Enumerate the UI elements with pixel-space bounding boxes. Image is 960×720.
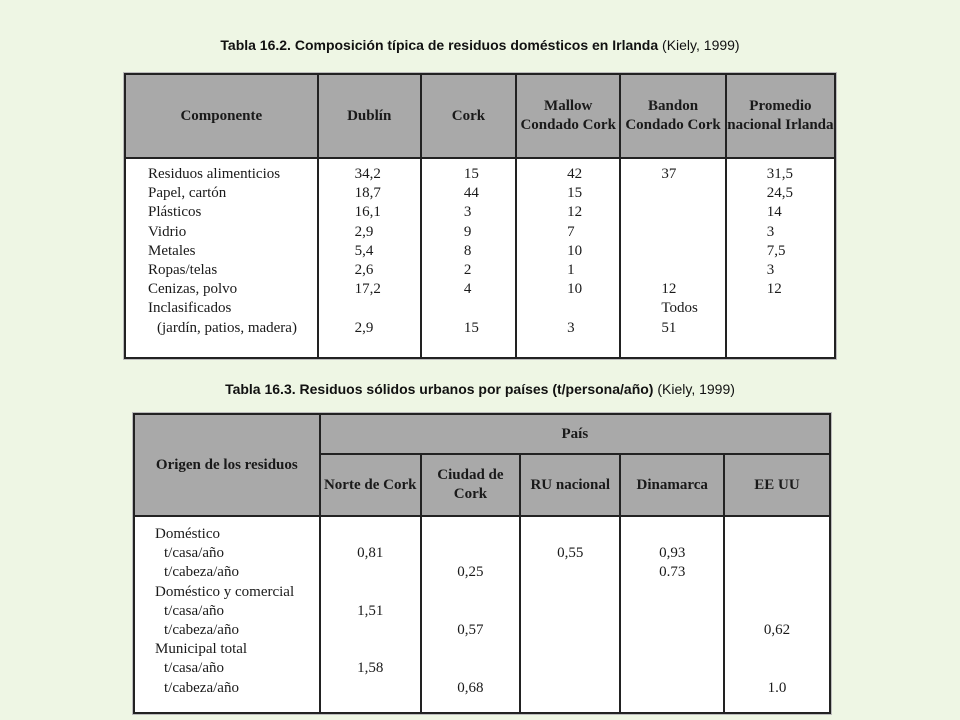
table1-component: Papel, cartón bbox=[148, 185, 227, 202]
table2-value: 0.73 bbox=[659, 564, 686, 581]
table1-value: 37 bbox=[661, 166, 677, 182]
table1-value: 31,5 bbox=[766, 166, 794, 182]
table2-header: Dinamarca bbox=[620, 454, 724, 516]
table1-value: 4 bbox=[463, 281, 472, 298]
table1-value: 15 bbox=[567, 185, 583, 202]
table2-value bbox=[521, 563, 619, 582]
table2-value bbox=[321, 583, 420, 602]
table2-value bbox=[621, 583, 723, 602]
table2-value bbox=[725, 525, 829, 544]
table2-value bbox=[725, 602, 829, 621]
table2-origin: t/cabeza/año bbox=[164, 679, 239, 696]
table2-value bbox=[422, 525, 519, 544]
table1-value: 2,6 bbox=[354, 262, 374, 279]
table1-component: Ropas/telas bbox=[148, 262, 218, 279]
table1-value: 10 bbox=[567, 281, 583, 298]
table2-value bbox=[422, 659, 519, 678]
table1-value: 1 bbox=[567, 262, 575, 279]
table2-value: 0,55 bbox=[557, 545, 584, 562]
table1-caption bbox=[0, 37, 960, 53]
table1-caption-title: Tabla 16.2. Composición típica de residuos domésticos en Irlanda bbox=[220, 37, 659, 53]
table1-value: Todos bbox=[661, 300, 698, 317]
table2-origin: t/cabeza/año bbox=[164, 564, 239, 581]
table1-value: 15 bbox=[463, 166, 479, 182]
table1-col-cork bbox=[421, 158, 516, 358]
table2-value: 1,51 bbox=[357, 602, 384, 619]
table1-value: 5,4 bbox=[354, 242, 374, 259]
table2-origin: Municipal total bbox=[155, 641, 248, 658]
table1-value bbox=[661, 223, 724, 242]
table1-header: Promedio nacional Irlanda bbox=[726, 74, 835, 158]
table1-component-cell bbox=[125, 158, 318, 358]
table2-group-row bbox=[134, 414, 830, 454]
table1-value: 51 bbox=[661, 319, 677, 336]
table1-header: Cork bbox=[421, 74, 516, 158]
table2-image bbox=[132, 412, 832, 715]
table1-value: 8 bbox=[463, 242, 472, 259]
table1-value: 2,9 bbox=[354, 223, 374, 240]
table1 bbox=[124, 73, 836, 359]
table1-value: 16,1 bbox=[354, 204, 381, 221]
table1-value: 3 bbox=[567, 319, 575, 336]
table1-value bbox=[767, 319, 834, 338]
table2-value bbox=[621, 621, 723, 640]
table2-value bbox=[321, 525, 420, 544]
table1-value: 15 bbox=[463, 319, 479, 336]
table1-value: 2,9 bbox=[354, 319, 374, 336]
table1-header: Bandon Condado Cork bbox=[620, 74, 725, 158]
table2-value bbox=[521, 525, 619, 544]
table1-header-row bbox=[125, 74, 835, 158]
table1-value bbox=[464, 299, 515, 318]
table1-value bbox=[355, 299, 420, 318]
table1-value: 34,2 bbox=[354, 166, 381, 182]
table1-component: Residuos alimenticios bbox=[148, 166, 281, 182]
table2-origin: t/casa/año bbox=[164, 545, 224, 562]
table2-value: 0,25 bbox=[457, 564, 484, 581]
table2-value bbox=[621, 602, 723, 621]
table2-value bbox=[422, 544, 519, 563]
table1-value bbox=[661, 261, 724, 280]
table2-value: 0,68 bbox=[457, 679, 484, 696]
table2-group-header: País bbox=[320, 414, 830, 454]
table2-col-ciudad-de-cork bbox=[421, 516, 520, 713]
table1-value: 2 bbox=[463, 262, 472, 279]
table2-value bbox=[725, 659, 829, 678]
table1-value: 24,5 bbox=[766, 185, 794, 202]
table2-value bbox=[321, 679, 420, 698]
table1-value: 14 bbox=[766, 204, 782, 221]
table2-value bbox=[521, 679, 619, 698]
table1-value: 3 bbox=[766, 223, 775, 240]
table2-value: 0,81 bbox=[357, 545, 384, 562]
table2-header: EE UU bbox=[724, 454, 830, 516]
table2-value bbox=[321, 640, 420, 659]
table2-value bbox=[521, 640, 619, 659]
table1-value: 7 bbox=[567, 223, 575, 240]
table1-component: Cenizas, polvo bbox=[148, 281, 238, 298]
table2-col-norte-de-cork bbox=[320, 516, 421, 713]
table1-component: Inclasificados bbox=[148, 300, 232, 317]
table2-origin-header: Origen de los residuos bbox=[134, 414, 320, 516]
table1-value: 44 bbox=[463, 185, 479, 202]
table2-col-ee-uu bbox=[724, 516, 830, 713]
table2-value bbox=[725, 563, 829, 582]
table2-value bbox=[521, 659, 619, 678]
table2-caption bbox=[0, 381, 960, 397]
table1-value bbox=[567, 299, 619, 318]
table1-value: 3 bbox=[463, 204, 472, 221]
table2-origin: Doméstico bbox=[155, 526, 220, 542]
table2-header: Ciudad de Cork bbox=[421, 454, 520, 516]
table2-col-dinamarca bbox=[620, 516, 724, 713]
table1-value: 12 bbox=[567, 204, 583, 221]
table2-origin-cell bbox=[134, 516, 320, 713]
table2-value bbox=[321, 621, 420, 640]
table1-col-promedio bbox=[726, 158, 835, 358]
table2-value: 1,58 bbox=[357, 660, 384, 677]
table2-body-row bbox=[134, 516, 830, 713]
table2-value bbox=[422, 583, 519, 602]
table1-component: (jardín, patios, madera) bbox=[157, 319, 297, 336]
table2-caption-source: (Kiely, 1999) bbox=[653, 381, 735, 397]
table2-origin: t/casa/año bbox=[164, 660, 224, 677]
table1-value: 18,7 bbox=[354, 185, 381, 202]
table1-value: 12 bbox=[766, 281, 782, 298]
table1-value: 12 bbox=[661, 281, 677, 298]
table1-value bbox=[661, 203, 724, 222]
table1-component: Vidrio bbox=[148, 223, 187, 240]
table1-col-dublin bbox=[318, 158, 421, 358]
table2-caption-title: Tabla 16.3. Residuos sólidos urbanos por países (t/persona/año) bbox=[225, 381, 654, 397]
table1-value: 9 bbox=[463, 223, 472, 240]
table2-origin: Doméstico y comercial bbox=[155, 583, 295, 600]
table2-value bbox=[521, 621, 619, 640]
table2-value bbox=[725, 583, 829, 602]
table1-header: Componente bbox=[125, 74, 318, 158]
table1-body-row bbox=[125, 158, 835, 358]
table1-value: 17,2 bbox=[354, 281, 381, 298]
table1-value: 7,5 bbox=[766, 242, 786, 259]
table2-value: 0,57 bbox=[457, 622, 484, 639]
table2-value bbox=[321, 563, 420, 582]
table1-value: 42 bbox=[567, 166, 583, 182]
table1-caption-source: (Kiely, 1999) bbox=[658, 37, 740, 53]
table1-header: Dublín bbox=[318, 74, 421, 158]
table2-value bbox=[621, 679, 723, 698]
table2-value bbox=[521, 583, 619, 602]
table2-value bbox=[521, 602, 619, 621]
table1-header: Mallow Condado Cork bbox=[516, 74, 620, 158]
table2-col-ru-nacional bbox=[520, 516, 620, 713]
table1-component: Metales bbox=[148, 242, 196, 259]
table1-value bbox=[661, 184, 724, 203]
table2-value: 1.0 bbox=[767, 679, 787, 696]
table1-value bbox=[767, 299, 834, 318]
table2-origin: t/casa/año bbox=[164, 602, 224, 619]
table1-col-mallow bbox=[516, 158, 620, 358]
table2-header: Norte de Cork bbox=[320, 454, 421, 516]
table2-value bbox=[621, 659, 723, 678]
table1-value: 10 bbox=[567, 242, 583, 259]
table2-value bbox=[621, 525, 723, 544]
table2-value: 0,62 bbox=[763, 622, 791, 639]
table2-value bbox=[725, 544, 829, 563]
table1-value: 3 bbox=[766, 262, 775, 279]
table1-component: Plásticos bbox=[148, 204, 202, 221]
table1-value bbox=[661, 242, 724, 261]
table2-origin: t/cabeza/año bbox=[164, 622, 239, 639]
table2 bbox=[133, 413, 831, 714]
table2-header: RU nacional bbox=[520, 454, 620, 516]
table1-image bbox=[123, 72, 837, 360]
table2-value: 0,93 bbox=[659, 545, 686, 562]
table2-value bbox=[725, 640, 829, 659]
table2-value bbox=[422, 602, 519, 621]
table2-value bbox=[621, 640, 723, 659]
table2-value bbox=[422, 640, 519, 659]
table1-col-bandon bbox=[620, 158, 725, 358]
